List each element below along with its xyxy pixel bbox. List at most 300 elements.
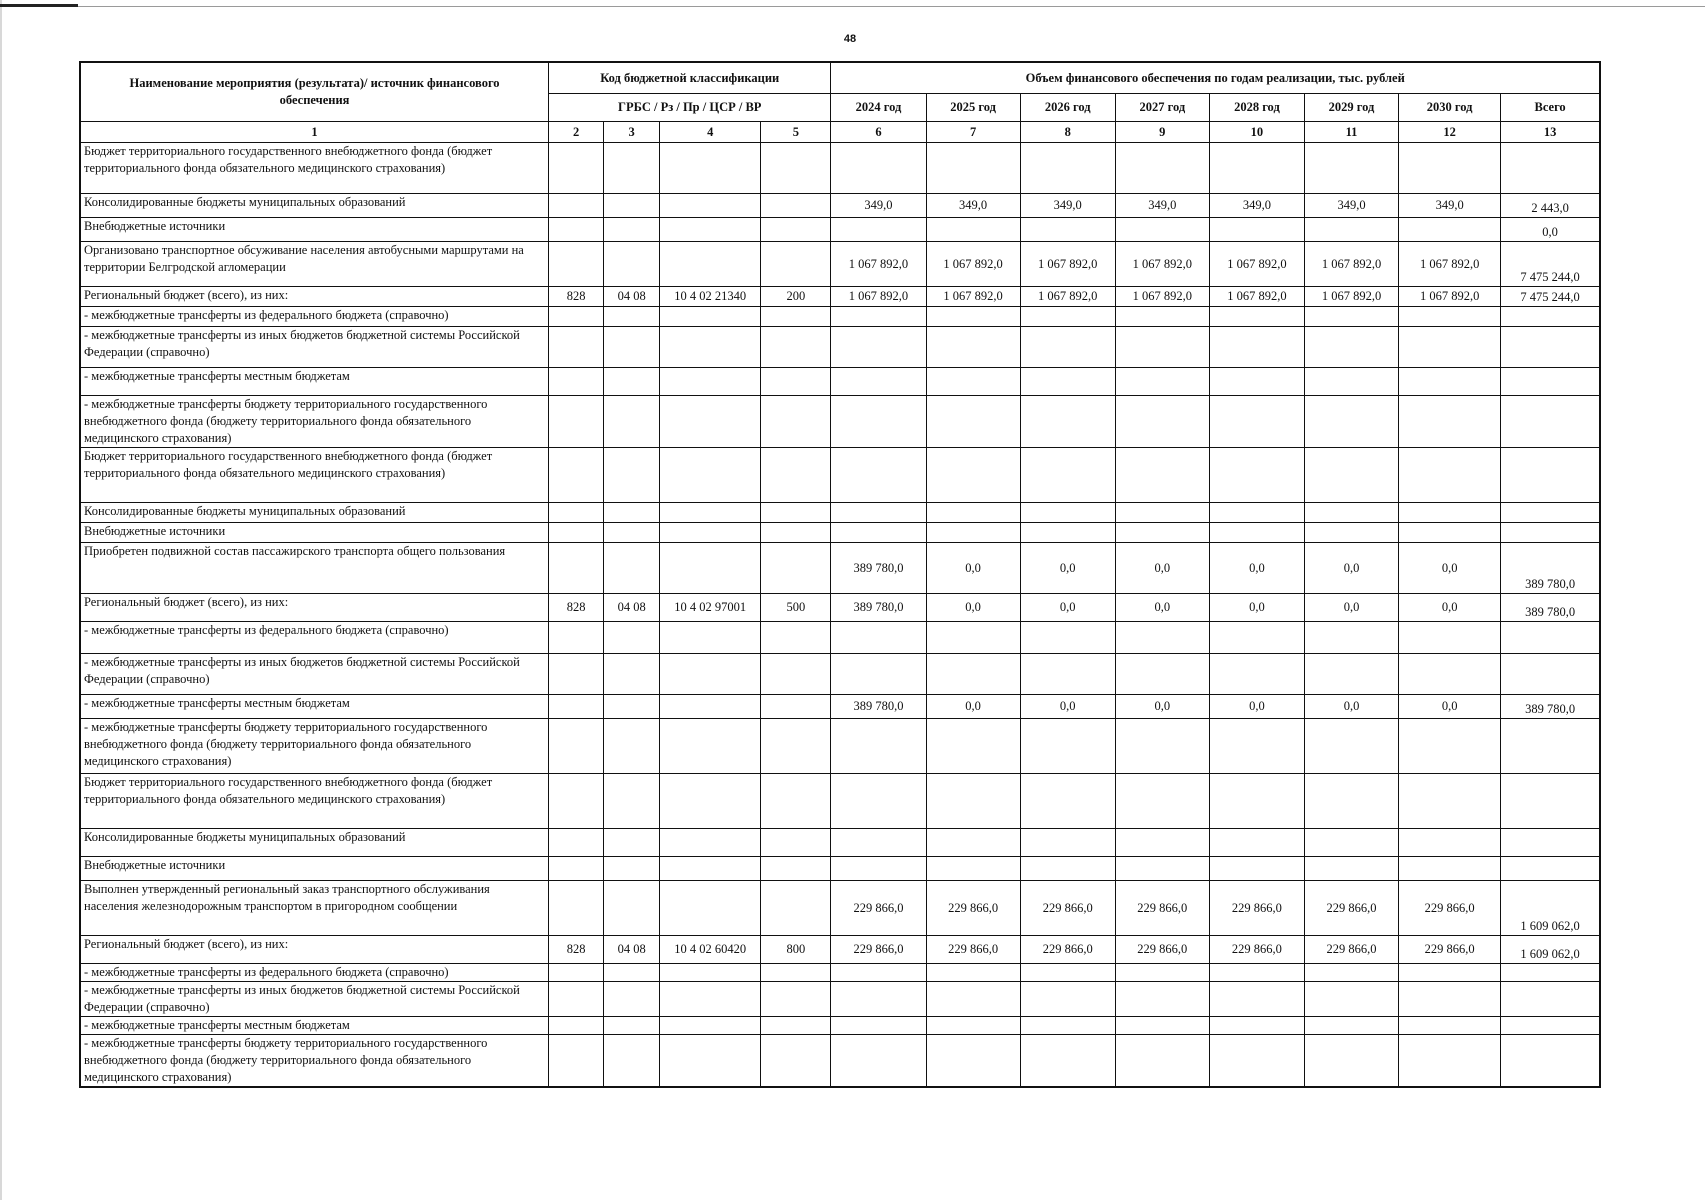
expense-type-cell (761, 719, 831, 774)
year-value-cell: 229 866,0 (831, 881, 926, 936)
target-article-cell (660, 448, 761, 503)
total-value-cell (1501, 448, 1600, 503)
year-value-cell (831, 1035, 926, 1088)
top-rule-dark (0, 4, 78, 7)
year-value-cell: 1 067 892,0 (1209, 242, 1304, 287)
year-value-cell (1209, 368, 1304, 396)
year-value-cell (1304, 218, 1398, 242)
target-article-cell: 10 4 02 21340 (660, 287, 761, 307)
year-value-cell (1304, 448, 1398, 503)
year-value-cell: 0,0 (1304, 543, 1398, 594)
year-value-cell (831, 829, 926, 857)
table-row (80, 218, 1600, 242)
column-number: 7 (926, 122, 1020, 143)
total-value-cell (1501, 654, 1600, 695)
row-name-cell: Консолидированные бюджеты муниципальных образований (80, 829, 549, 857)
year-value-cell (1399, 368, 1501, 396)
table-row (80, 327, 1600, 368)
year-value-cell: 349,0 (831, 194, 926, 218)
total-value-cell (1501, 774, 1600, 829)
column-number: 12 (1399, 122, 1501, 143)
year-value-cell (1020, 327, 1115, 368)
year-value-cell (1399, 218, 1501, 242)
year-value-cell (926, 1017, 1020, 1035)
target-article-cell (660, 503, 761, 523)
year-value-cell (831, 448, 926, 503)
year-value-cell (1115, 503, 1209, 523)
row-name-cell: Консолидированные бюджеты муниципальных образований (80, 503, 549, 523)
year-value-cell (926, 774, 1020, 829)
total-value-cell: 1 609 062,0 (1501, 936, 1600, 964)
year-value-cell (1020, 1017, 1115, 1035)
year-value-cell: 0,0 (1020, 543, 1115, 594)
year-value-cell (1399, 143, 1501, 194)
year-value-cell (926, 396, 1020, 448)
year-value-cell (1304, 503, 1398, 523)
section-code-cell (604, 1017, 660, 1035)
total-value-cell (1501, 523, 1600, 543)
year-value-cell (1399, 964, 1501, 982)
year-value-cell (1115, 964, 1209, 982)
section-code-cell (604, 654, 660, 695)
year-value-cell (926, 143, 1020, 194)
year-value-cell (1209, 622, 1304, 654)
table-body (80, 143, 1600, 1088)
row-name-cell: - межбюджетные трансферты местным бюджетам (80, 695, 549, 719)
grbs-code-cell (549, 857, 604, 881)
year-value-cell (1399, 396, 1501, 448)
row-name-cell: Приобретен подвижной состав пассажирского транспорта общего пользования (80, 543, 549, 594)
target-article-cell (660, 523, 761, 543)
year-value-cell (1304, 327, 1398, 368)
column-number: 11 (1304, 122, 1398, 143)
year-value-cell: 0,0 (1304, 695, 1398, 719)
section-code-cell (604, 143, 660, 194)
year-value-cell (1304, 307, 1398, 327)
total-value-cell: 0,0 (1501, 218, 1600, 242)
section-code-cell (604, 368, 660, 396)
year-value-cell: 1 067 892,0 (1304, 242, 1398, 287)
row-name-cell: Бюджет территориального государственного внебюджетного фонда (бюджет территориального фонда обязательного медицинского страхования) (80, 143, 549, 194)
target-article-cell (660, 774, 761, 829)
year-value-cell (926, 218, 1020, 242)
year-value-cell: 389 780,0 (831, 543, 926, 594)
year-value-cell (926, 327, 1020, 368)
year-value-cell (831, 368, 926, 396)
grbs-code-cell (549, 242, 604, 287)
row-name-cell: Бюджет территориального государственного внебюджетного фонда (бюджет территориального фонда обязательного медицинского страхования) (80, 774, 549, 829)
target-article-cell (660, 242, 761, 287)
year-value-cell (1115, 218, 1209, 242)
grbs-code-cell (549, 719, 604, 774)
year-value-cell: 0,0 (926, 594, 1020, 622)
year-header: 2026 год (1020, 94, 1115, 122)
year-value-cell: 349,0 (1115, 194, 1209, 218)
total-value-cell (1501, 1035, 1600, 1088)
year-value-cell (831, 218, 926, 242)
target-article-cell (660, 964, 761, 982)
year-value-cell (926, 503, 1020, 523)
grbs-code-cell (549, 695, 604, 719)
year-value-cell (1304, 857, 1398, 881)
target-article-cell (660, 218, 761, 242)
section-code-cell (604, 719, 660, 774)
row-name-cell: Бюджет территориального государственного внебюджетного фонда (бюджет территориального фонда обязательного медицинского страхования) (80, 448, 549, 503)
year-value-cell (1304, 654, 1398, 695)
year-header: 2029 год (1304, 94, 1398, 122)
year-value-cell (1209, 857, 1304, 881)
expense-type-cell (761, 881, 831, 936)
year-value-cell (1115, 654, 1209, 695)
scan-edge (0, 0, 2, 1200)
target-article-cell (660, 396, 761, 448)
year-value-cell (926, 964, 1020, 982)
year-value-cell (1209, 143, 1304, 194)
year-value-cell: 0,0 (926, 543, 1020, 594)
expense-type-cell (761, 368, 831, 396)
year-value-cell: 229 866,0 (1304, 881, 1398, 936)
year-value-cell (1399, 829, 1501, 857)
year-value-cell (1020, 719, 1115, 774)
year-value-cell: 1 067 892,0 (1304, 287, 1398, 307)
year-value-cell: 349,0 (1304, 194, 1398, 218)
table-row (80, 143, 1600, 194)
total-header: Всего (1501, 94, 1600, 122)
grbs-code-cell (549, 774, 604, 829)
expense-type-cell (761, 982, 831, 1017)
column-number: 13 (1501, 122, 1600, 143)
row-name-cell: - межбюджетные трансферты из федерального бюджета (справочно) (80, 964, 549, 982)
year-value-cell (1304, 774, 1398, 829)
table-row (80, 368, 1600, 396)
year-value-cell (926, 654, 1020, 695)
year-value-cell (1020, 396, 1115, 448)
grbs-code-cell (549, 543, 604, 594)
year-value-cell: 0,0 (1209, 695, 1304, 719)
column-number: 4 (660, 122, 761, 143)
section-code-cell (604, 964, 660, 982)
row-name-cell: Региональный бюджет (всего), из них: (80, 287, 549, 307)
year-value-cell (1020, 143, 1115, 194)
table-row (80, 695, 1600, 719)
year-value-cell: 0,0 (1115, 543, 1209, 594)
year-header: 2028 год (1209, 94, 1304, 122)
year-value-cell (1020, 654, 1115, 695)
table-row (80, 594, 1600, 622)
row-name-cell: - межбюджетные трансферты из иных бюджетов бюджетной системы Российской Федерации (справочно) (80, 982, 549, 1017)
year-value-cell (926, 368, 1020, 396)
year-value-cell: 1 067 892,0 (831, 242, 926, 287)
year-value-cell (1115, 327, 1209, 368)
year-value-cell: 349,0 (1399, 194, 1501, 218)
target-article-cell: 10 4 02 97001 (660, 594, 761, 622)
year-value-cell (1209, 1017, 1304, 1035)
year-value-cell (1399, 1035, 1501, 1088)
year-value-cell (926, 448, 1020, 503)
total-value-cell: 2 443,0 (1501, 194, 1600, 218)
grbs-code-cell (549, 448, 604, 503)
year-value-cell (1020, 857, 1115, 881)
section-code-cell (604, 982, 660, 1017)
target-article-cell (660, 1035, 761, 1088)
table-row (80, 396, 1600, 448)
total-value-cell (1501, 829, 1600, 857)
expense-type-cell (761, 523, 831, 543)
table-row (80, 242, 1600, 287)
year-value-cell: 1 067 892,0 (1115, 287, 1209, 307)
year-value-cell (1399, 622, 1501, 654)
year-value-cell: 229 866,0 (926, 881, 1020, 936)
year-value-cell (831, 1017, 926, 1035)
year-value-cell (1115, 774, 1209, 829)
total-value-cell (1501, 719, 1600, 774)
row-name-cell: Региональный бюджет (всего), из них: (80, 594, 549, 622)
year-value-cell: 229 866,0 (1209, 881, 1304, 936)
year-header: 2030 год (1399, 94, 1501, 122)
year-value-cell (1304, 964, 1398, 982)
section-code-cell: 04 08 (604, 936, 660, 964)
total-value-cell (1501, 307, 1600, 327)
section-code-cell (604, 307, 660, 327)
year-value-cell (1209, 829, 1304, 857)
total-value-cell (1501, 982, 1600, 1017)
year-value-cell (926, 307, 1020, 327)
target-article-cell (660, 307, 761, 327)
year-value-cell (1304, 622, 1398, 654)
year-header: 2024 год (831, 94, 926, 122)
year-value-cell (831, 774, 926, 829)
year-value-cell (831, 307, 926, 327)
expense-type-cell (761, 695, 831, 719)
year-value-cell (1209, 774, 1304, 829)
year-value-cell (1304, 523, 1398, 543)
year-value-cell (1209, 1035, 1304, 1088)
year-value-cell (926, 523, 1020, 543)
year-value-cell (1399, 503, 1501, 523)
row-name-cell: Организовано транспортное обсуживание населения автобусными маршрутами на территории Белгродской агломерации (80, 242, 549, 287)
table-row (80, 503, 1600, 523)
top-rule (0, 6, 1705, 7)
table-row (80, 936, 1600, 964)
row-name-cell: Консолидированные бюджеты муниципальных образований (80, 194, 549, 218)
year-value-cell: 229 866,0 (1115, 936, 1209, 964)
year-value-cell (1020, 964, 1115, 982)
table-row (80, 719, 1600, 774)
section-code-cell: 04 08 (604, 594, 660, 622)
year-value-cell (1115, 307, 1209, 327)
grbs-code-cell (549, 194, 604, 218)
expense-type-cell (761, 543, 831, 594)
year-value-cell (1399, 654, 1501, 695)
total-value-cell (1501, 143, 1600, 194)
row-name-cell: - межбюджетные трансферты из иных бюджетов бюджетной системы Российской Федерации (справочно) (80, 327, 549, 368)
table-row (80, 523, 1600, 543)
target-article-cell (660, 695, 761, 719)
column-number-row (80, 122, 1600, 143)
section-code-cell (604, 218, 660, 242)
year-value-cell (1020, 448, 1115, 503)
total-value-cell (1501, 622, 1600, 654)
year-value-cell: 1 067 892,0 (1399, 242, 1501, 287)
grbs-code-cell (549, 218, 604, 242)
year-value-cell: 1 067 892,0 (1399, 287, 1501, 307)
section-code-cell (604, 695, 660, 719)
year-value-cell (1020, 829, 1115, 857)
year-value-cell: 229 866,0 (1020, 936, 1115, 964)
expense-type-cell (761, 622, 831, 654)
row-name-cell: - межбюджетные трансферты бюджету территориального государственного внебюджетного фонда (бюджету территориального фонда обязательного медицинского страхования) (80, 396, 549, 448)
year-value-cell (1304, 982, 1398, 1017)
year-value-cell (1209, 396, 1304, 448)
target-article-cell (660, 368, 761, 396)
year-value-cell (1304, 1035, 1398, 1088)
grbs-code-cell (549, 881, 604, 936)
year-value-cell (831, 622, 926, 654)
year-value-cell (1209, 964, 1304, 982)
grbs-code-cell (549, 327, 604, 368)
grbs-code-cell (549, 654, 604, 695)
page-number: 48 (843, 33, 857, 45)
year-value-cell: 1 067 892,0 (831, 287, 926, 307)
section-code-cell (604, 1035, 660, 1088)
target-article-cell (660, 194, 761, 218)
expense-type-cell: 500 (761, 594, 831, 622)
expense-type-cell (761, 242, 831, 287)
target-article-cell (660, 829, 761, 857)
table-header (80, 62, 1600, 143)
section-code-cell (604, 774, 660, 829)
row-name-cell: Внебюджетные источники (80, 523, 549, 543)
target-article-cell (660, 654, 761, 695)
year-value-cell (926, 1035, 1020, 1088)
year-value-cell: 389 780,0 (831, 594, 926, 622)
grbs-code-cell (549, 1035, 604, 1088)
budget-classification-header: Код бюджетной классификации (549, 62, 831, 94)
column-number: 9 (1115, 122, 1209, 143)
year-value-cell: 229 866,0 (1304, 936, 1398, 964)
grbs-code-cell (549, 396, 604, 448)
column-number: 1 (80, 122, 549, 143)
target-article-cell (660, 543, 761, 594)
budget-code-subheader: ГРБС / Рз / Пр / ЦСР / ВР (549, 94, 831, 122)
year-value-cell: 0,0 (926, 695, 1020, 719)
target-article-cell (660, 719, 761, 774)
year-value-cell (1115, 622, 1209, 654)
year-value-cell (1209, 523, 1304, 543)
year-value-cell (831, 503, 926, 523)
year-value-cell (1115, 829, 1209, 857)
expense-type-cell: 800 (761, 936, 831, 964)
year-value-cell: 229 866,0 (926, 936, 1020, 964)
year-value-cell (1304, 829, 1398, 857)
row-name-cell: - межбюджетные трансферты из федерального бюджета (справочно) (80, 622, 549, 654)
expense-type-cell (761, 964, 831, 982)
year-value-cell (926, 622, 1020, 654)
expense-type-cell (761, 218, 831, 242)
table-row (80, 829, 1600, 857)
total-value-cell: 7 475 244,0 (1501, 287, 1600, 307)
financing-volume-header: Объем финансового обеспечения по годам реализации, тыс. рублей (831, 62, 1600, 94)
total-value-cell: 389 780,0 (1501, 543, 1600, 594)
row-name-cell: Региональный бюджет (всего), из них: (80, 936, 549, 964)
expense-type-cell (761, 448, 831, 503)
grbs-code-cell: 828 (549, 287, 604, 307)
grbs-code-cell (549, 523, 604, 543)
table-row (80, 982, 1600, 1017)
expense-type-cell (761, 1017, 831, 1035)
section-code-cell (604, 881, 660, 936)
year-value-cell (1020, 307, 1115, 327)
expense-type-cell (761, 829, 831, 857)
year-value-cell: 389 780,0 (831, 695, 926, 719)
year-value-cell: 0,0 (1115, 695, 1209, 719)
year-value-cell: 0,0 (1399, 594, 1501, 622)
table-row (80, 622, 1600, 654)
grbs-code-cell (549, 503, 604, 523)
year-value-cell (1399, 982, 1501, 1017)
expense-type-cell (761, 503, 831, 523)
year-value-cell (1399, 1017, 1501, 1035)
year-value-cell: 0,0 (1399, 543, 1501, 594)
year-value-cell: 1 067 892,0 (1020, 242, 1115, 287)
table-row (80, 1017, 1600, 1035)
year-value-cell (1399, 774, 1501, 829)
year-value-cell (1209, 327, 1304, 368)
year-value-cell: 1 067 892,0 (926, 242, 1020, 287)
year-value-cell (1115, 368, 1209, 396)
expense-type-cell (761, 774, 831, 829)
year-value-cell: 229 866,0 (1209, 936, 1304, 964)
expense-type-cell (761, 143, 831, 194)
year-value-cell: 229 866,0 (1399, 936, 1501, 964)
year-value-cell (1115, 396, 1209, 448)
year-value-cell (1209, 654, 1304, 695)
year-value-cell (1304, 396, 1398, 448)
target-article-cell (660, 143, 761, 194)
row-name-cell: - межбюджетные трансферты из иных бюджетов бюджетной системы Российской Федерации (справочно) (80, 654, 549, 695)
year-value-cell (926, 857, 1020, 881)
grbs-code-cell (549, 307, 604, 327)
year-value-cell (1115, 719, 1209, 774)
year-value-cell: 1 067 892,0 (1115, 242, 1209, 287)
section-code-cell (604, 622, 660, 654)
grbs-code-cell (549, 829, 604, 857)
column-number: 10 (1209, 122, 1304, 143)
year-value-cell (1115, 143, 1209, 194)
year-value-cell (1304, 368, 1398, 396)
grbs-code-cell (549, 1017, 604, 1035)
year-value-cell: 229 866,0 (1020, 881, 1115, 936)
grbs-code-cell (549, 964, 604, 982)
target-article-cell (660, 857, 761, 881)
year-value-cell (1399, 307, 1501, 327)
section-code-cell (604, 242, 660, 287)
total-value-cell (1501, 503, 1600, 523)
year-value-cell (831, 964, 926, 982)
table-row (80, 307, 1600, 327)
year-value-cell: 0,0 (1209, 543, 1304, 594)
row-name-cell: Внебюджетные источники (80, 218, 549, 242)
row-name-cell: - межбюджетные трансферты бюджету территориального государственного внебюджетного фонда (бюджету территориального фонда обязательного медицинского страхования) (80, 1035, 549, 1088)
table-row (80, 857, 1600, 881)
year-value-cell (1399, 719, 1501, 774)
year-value-cell (1304, 1017, 1398, 1035)
year-value-cell (1020, 218, 1115, 242)
row-name-cell: Выполнен утвержденный региональный заказ транспортного обслуживания населения железнодорожным транспортом в пригородном сообщении (80, 881, 549, 936)
section-code-cell (604, 503, 660, 523)
section-code-cell (604, 829, 660, 857)
target-article-cell (660, 881, 761, 936)
